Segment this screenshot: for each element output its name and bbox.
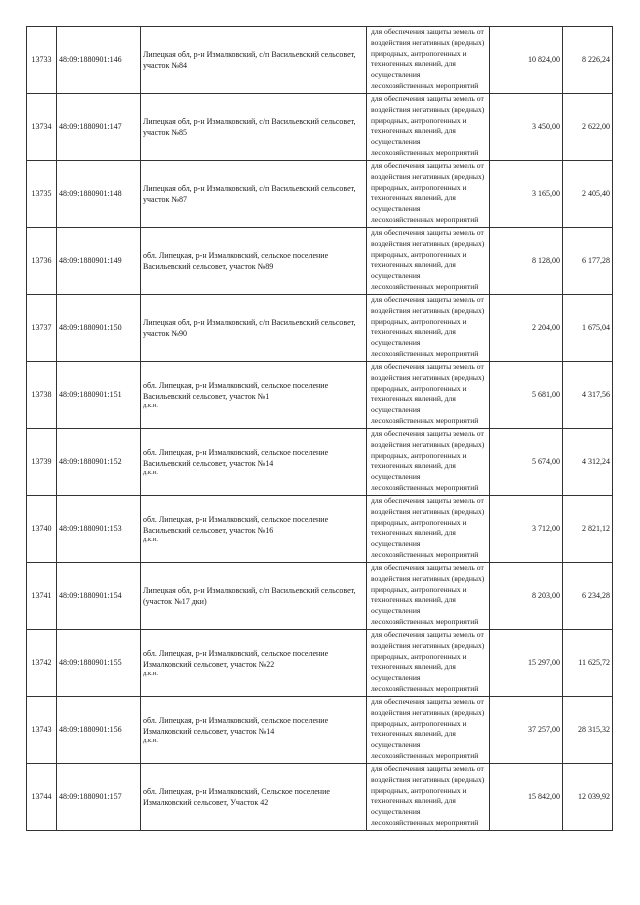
address-text: обл. Липецкая, р-н Измалковский, Сельское поселение Измалковский сельсовет, Участок 42 [143,786,330,807]
amount-2: 6 234,28 [563,563,613,630]
purpose-text: для обеспечения защиты земель от воздействия негативных (вредных) природных, антропогенных и техногенных явлений, для осуществления лесохозяйственных мероприятий [371,161,485,224]
amount-1: 2 204,00 [490,295,563,362]
amount-2: 11 625,72 [563,630,613,697]
purpose-text: для обеспечения защиты земель от воздействия негативных (вредных) природных, антропогенных и техногенных явлений, для осуществления лесохозяйственных мероприятий [371,362,485,425]
amount-1: 8 128,00 [490,228,563,295]
address-text: обл. Липецкая, р-н Измалковский, сельское поселение Васильевский сельсовет, участок №89 [143,250,329,271]
land-purpose [367,295,490,362]
table-row [27,563,613,630]
amount-2: 2 405,40 [563,161,613,228]
purpose-text: для обеспечения защиты земель от воздействия негативных (вредных) природных, антропогенных и техногенных явлений, для осуществления лесохозяйственных мероприятий [371,764,485,827]
plot-address [141,228,367,295]
plot-address [141,630,367,697]
table-row [27,429,613,496]
land-purpose [367,228,490,295]
amount-2: 4 317,56 [563,362,613,429]
amount-2: 2 622,00 [563,94,613,161]
purpose-text: для обеспечения защиты земель от воздействия негативных (вредных) природных, антропогенных и техногенных явлений, для осуществления лесохозяйственных мероприятий [371,94,485,157]
row-number: 13733 [27,27,57,94]
plot-address [141,295,367,362]
row-number: 13739 [27,429,57,496]
plot-address [141,94,367,161]
row-number: 13741 [27,563,57,630]
row-number: 13737 [27,295,57,362]
land-purpose [367,496,490,563]
address-text: обл. Липецкая, р-н Измалковский, сельское поселение Васильевский сельсовет, участок №1 [143,380,329,401]
table-row [27,228,613,295]
plot-address [141,764,367,831]
amount-1: 15 842,00 [490,764,563,831]
land-purpose [367,563,490,630]
amount-2: 12 039,92 [563,764,613,831]
plot-address [141,27,367,94]
land-purpose [367,161,490,228]
plot-address [141,496,367,563]
amount-1: 3 165,00 [490,161,563,228]
address-text: Липецкая обл, р-н Измалковский, с/п Васильевский сельсовет, участок №87 [143,183,356,204]
purpose-text: для обеспечения защиты земель от воздействия негативных (вредных) природных, антропогенных и техногенных явлений, для осуществления лесохозяйственных мероприятий [371,429,485,492]
address-text: Липецкая обл, р-н Измалковский, с/п Васильевский сельсовет, (участок №17 дки) [143,585,356,606]
row-number: 13736 [27,228,57,295]
address-text: Липецкая обл, р-н Измалковский, с/п Васильевский сельсовет, участок №85 [143,116,356,137]
table-row [27,94,613,161]
table-row [27,764,613,831]
cadastral-number: 48:09:1880901:154 [57,563,141,630]
land-purpose [367,362,490,429]
amount-1: 5 674,00 [490,429,563,496]
address-text: Липецкая обл, р-н Измалковский, с/п Васильевский сельсовет, участок №90 [143,317,356,338]
address-note: д.к.н. [143,469,158,477]
row-number: 13740 [27,496,57,563]
land-purpose [367,27,490,94]
purpose-text: для обеспечения защиты земель от воздействия негативных (вредных) природных, антропогенных и техногенных явлений, для осуществления лесохозяйственных мероприятий [371,563,485,626]
amount-2: 4 312,24 [563,429,613,496]
amount-2: 1 675,04 [563,295,613,362]
table-row [27,295,613,362]
cadastral-number: 48:09:1880901:153 [57,496,141,563]
table-row [27,27,613,94]
purpose-text: для обеспечения защиты земель от воздействия негативных (вредных) природных, антропогенных и техногенных явлений, для осуществления лесохозяйственных мероприятий [371,228,485,291]
cadastral-number: 48:09:1880901:151 [57,362,141,429]
address-note: д.к.н. [143,402,158,410]
table-row [27,161,613,228]
address-text: Липецкая обл, р-н Измалковский, с/п Васильевский сельсовет, участок №84 [143,49,356,70]
row-number: 13734 [27,94,57,161]
amount-1: 3 450,00 [490,94,563,161]
row-number: 13743 [27,697,57,764]
land-purpose [367,697,490,764]
amount-1: 37 257,00 [490,697,563,764]
address-note: д.к.н. [143,670,158,678]
amount-2: 28 315,32 [563,697,613,764]
address-text: обл. Липецкая, р-н Измалковский, сельское поселение Васильевский сельсовет, участок №14 [143,447,329,468]
row-number: 13744 [27,764,57,831]
land-purpose [367,630,490,697]
purpose-text: для обеспечения защиты земель от воздействия негативных (вредных) природных, антропогенных и техногенных явлений, для осуществления лесохозяйственных мероприятий [371,27,485,90]
purpose-text: для обеспечения защиты земель от воздействия негативных (вредных) природных, антропогенных и техногенных явлений, для осуществления лесохозяйственных мероприятий [371,697,485,760]
amount-2: 6 177,28 [563,228,613,295]
table-row [27,362,613,429]
plot-address [141,362,367,429]
cadastral-number: 48:09:1880901:156 [57,697,141,764]
purpose-text: для обеспечения защиты земель от воздействия негативных (вредных) природных, антропогенных и техногенных явлений, для осуществления лесохозяйственных мероприятий [371,630,485,693]
amount-1: 8 203,00 [490,563,563,630]
purpose-text: для обеспечения защиты земель от воздействия негативных (вредных) природных, антропогенных и техногенных явлений, для осуществления лесохозяйственных мероприятий [371,496,485,559]
address-text: обл. Липецкая, р-н Измалковский, сельское поселение Измалковский сельсовет, участок №22 [143,648,329,669]
table-row [27,630,613,697]
land-purpose [367,429,490,496]
cadastral-number: 48:09:1880901:149 [57,228,141,295]
land-plots-table [26,26,613,831]
land-purpose [367,94,490,161]
cadastral-number: 48:09:1880901:150 [57,295,141,362]
plot-address [141,429,367,496]
amount-1: 3 712,00 [490,496,563,563]
address-text: обл. Липецкая, р-н Измалковский, сельское поселение Васильевский сельсовет, участок №16 [143,514,329,535]
address-note: д.к.н. [143,737,158,745]
row-number: 13735 [27,161,57,228]
purpose-text: для обеспечения защиты земель от воздействия негативных (вредных) природных, антропогенных и техногенных явлений, для осуществления лесохозяйственных мероприятий [371,295,485,358]
amount-2: 8 226,24 [563,27,613,94]
address-note: д.к.н. [143,536,158,544]
table-row [27,697,613,764]
amount-2: 2 821,12 [563,496,613,563]
cadastral-number: 48:09:1880901:147 [57,94,141,161]
cadastral-number: 48:09:1880901:152 [57,429,141,496]
cadastral-number: 48:09:1880901:148 [57,161,141,228]
amount-1: 5 681,00 [490,362,563,429]
amount-1: 10 824,00 [490,27,563,94]
row-number: 13742 [27,630,57,697]
plot-address [141,161,367,228]
table-body [27,27,613,831]
cadastral-number: 48:09:1880901:146 [57,27,141,94]
plot-address [141,563,367,630]
amount-1: 15 297,00 [490,630,563,697]
cadastral-number: 48:09:1880901:157 [57,764,141,831]
land-purpose [367,764,490,831]
row-number: 13738 [27,362,57,429]
table-row [27,496,613,563]
address-text: обл. Липецкая, р-н Измалковский, сельское поселение Измалковский сельсовет, участок №14 [143,715,329,736]
cadastral-number: 48:09:1880901:155 [57,630,141,697]
plot-address [141,697,367,764]
